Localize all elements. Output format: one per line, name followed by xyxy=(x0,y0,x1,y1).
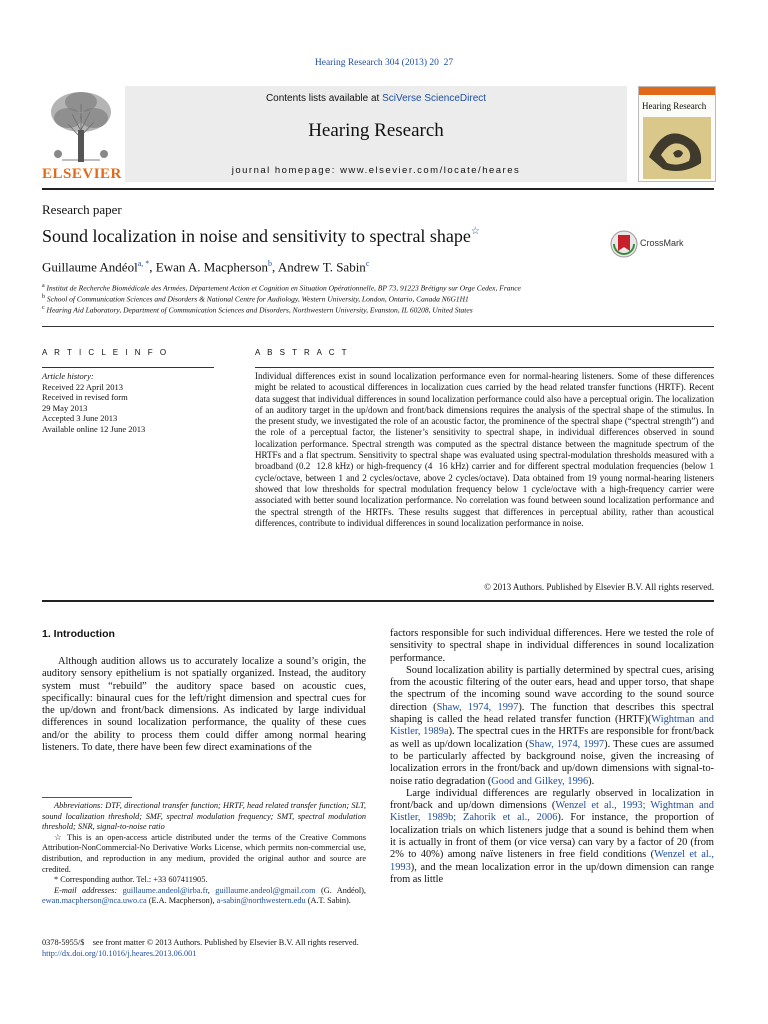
journal-title: Hearing Research xyxy=(308,120,444,141)
footnote-open-access: ☆ This is an open-access article distributed under the terms of the Creative Commons Attribution-NonCommercial-No Derivative Works License, which permits non-commercial use, distribution, and reproduction in any medium, provided the original author and source are credited. xyxy=(42,832,366,874)
intro-left-column xyxy=(42,656,366,754)
affiliation-mark: c xyxy=(42,305,45,311)
crossmark-label: CrossMark xyxy=(640,238,684,248)
email-label: E-mail addresses: xyxy=(54,885,123,895)
reference-link[interactable]: Wenzel et al., 1993; Wightman and Kistler, 1989b; Zahorik et al., 2006 xyxy=(390,800,714,824)
reference-link[interactable]: Good and Gilkey, 1996 xyxy=(491,775,589,787)
reference-link[interactable]: Shaw, 1974, 1997 xyxy=(528,738,605,750)
abstract-bottom-rule xyxy=(42,600,714,602)
email-owner: (G. Andéol), xyxy=(315,885,366,895)
history-heading: Article history: xyxy=(42,371,94,381)
contents-prefix: Contents lists available at xyxy=(265,93,383,104)
email-link[interactable]: guillaume.andeol@irba.fr xyxy=(122,885,208,895)
history-item: Accepted 3 June 2013 xyxy=(42,413,118,424)
text-run: Large individual differences are regularly observed in localization in front/back and up/down dimensions ( xyxy=(390,787,714,812)
article-title xyxy=(42,226,480,247)
publisher-name: ELSEVIER xyxy=(42,166,122,182)
elsevier-tree-icon xyxy=(42,86,120,166)
text-run: ). For instance, the proportion of localization trials on which listeners judge that a sound is behind them when it is actually in front of them (or vice versa) can vary by a factor of 20 (from 2% to 40%) among naïve listeners in free field conditions ( xyxy=(390,812,714,861)
text-run: Sound localization ability is partially determined by spectral cues, arising from the acoustic filtering of the outer ears, head and upper torso, that shape the spectrum of the incoming sound wave according to the sound source direction ( xyxy=(390,664,714,713)
intro-paragraph-3 xyxy=(390,788,714,886)
article-info-rule xyxy=(42,367,214,368)
email-separator: , xyxy=(207,885,216,895)
journal-homepage[interactable]: journal homepage: www.elsevier.com/locate/heares xyxy=(231,165,521,176)
author-name[interactable]: Guillaume Andéol xyxy=(42,259,138,275)
intro-paragraph-continued: factors responsible for such individual differences. Here we tested the role of sensitivity to spectral shape in individual differences in sound localization performance. xyxy=(390,628,714,664)
affiliation-c xyxy=(42,305,473,315)
article-history xyxy=(42,371,214,435)
crossmark-icon xyxy=(610,229,638,259)
text-run: ). The spectral cues in the HRTFs are responsible for front/back as well as up/down localization ( xyxy=(390,726,714,750)
author-affiliation-mark[interactable]: a, * xyxy=(137,259,150,268)
elsevier-logo[interactable] xyxy=(42,86,120,182)
intro-right-column xyxy=(390,628,714,886)
history-item: Received in revised form xyxy=(42,392,128,403)
issn-line: 0378-5955/$ see front matter © 2013 Authors. Published by Elsevier B.V. All rights reserved. xyxy=(42,938,359,947)
affiliation-a xyxy=(42,283,521,293)
article-type: Research paper xyxy=(42,202,122,217)
reference-link[interactable]: Wenzel et al., 1993 xyxy=(390,849,714,873)
intro-paragraph-2 xyxy=(390,665,714,788)
text-run: ). xyxy=(588,775,595,787)
author-affiliation-mark[interactable]: b xyxy=(268,259,273,268)
title-footnote-star[interactable]: ☆ xyxy=(470,226,480,237)
contents-line xyxy=(125,93,627,104)
text-run: ), and the mean localization error in the up/down dimension can range from as little xyxy=(390,861,714,885)
author-separator: , xyxy=(149,259,156,275)
affiliation-mark: b xyxy=(42,294,45,300)
cover-band xyxy=(639,87,715,95)
author-name[interactable]: Ewan A. Macpherson xyxy=(155,259,269,275)
affiliation-mark: a xyxy=(42,283,45,289)
text-run: ). The function that describes this spectral shaping is called the head related transfer function (HRTF)( xyxy=(390,701,714,726)
header-rule xyxy=(42,326,714,327)
history-item: 29 May 2013 xyxy=(42,402,88,413)
author-list xyxy=(42,259,369,275)
abstract-copyright: © 2013 Authors. Published by Elsevier B.V. All rights reserved. xyxy=(484,582,714,592)
text-run: ). These cues are assumed to be particularly affected by background noise, given the increasing of localization errors in the front/back and up/down dimensions with signal-to-noise ratio degradation ( xyxy=(390,738,715,787)
masthead-rule xyxy=(42,188,714,190)
cover-illustration-icon xyxy=(643,117,711,179)
sciencedirect-link[interactable]: SciVerse ScienceDirect xyxy=(382,93,487,104)
footnote-rule xyxy=(42,797,132,798)
reference-link[interactable]: Wightman and Kistler, 1989a xyxy=(390,714,714,738)
email-link[interactable]: guillaume.andeol@gmail.com xyxy=(215,885,316,895)
title-text: Sound localization in noise and sensitivity to spectral shape xyxy=(42,226,471,246)
cover-title: Hearing Research xyxy=(642,101,707,111)
footnote-emails xyxy=(42,886,366,907)
journal-cover[interactable] xyxy=(638,86,716,182)
affiliation-text: Hearing Aid Laboratory, Department of Communication Sciences and Disorders, Northwestern University, Evanston, IL 60208, United States xyxy=(46,305,473,315)
footnote-abbreviations: Abbreviations: DTF, directional transfer function; HRTF, head related transfer function; SLT, sound localization threshold; SMF, spectral modulation frequency; SMT, spectral modulation threshold; SNR, signal-to-noise ratio xyxy=(42,801,366,832)
footnotes xyxy=(42,801,366,907)
abstract-rule xyxy=(255,367,714,368)
doi-link[interactable]: http://dx.doi.org/10.1016/j.heares.2013.06.001 xyxy=(42,949,197,958)
author-separator: , xyxy=(272,259,278,275)
section-heading-introduction: 1. Introduction xyxy=(42,628,115,640)
article-info-label: A R T I C L E I N F O xyxy=(42,348,169,357)
history-item: Available online 12 June 2013 xyxy=(42,423,146,434)
email-link[interactable]: a-sabin@northwestern.edu xyxy=(216,896,306,906)
email-owner: (E.A. Macpherson), xyxy=(146,896,217,906)
author-name[interactable]: Andrew T. Sabin xyxy=(277,259,366,275)
crossmark-badge[interactable] xyxy=(610,229,720,261)
abstract-text: Individual differences exist in sound localization performance even for normal-hearing listeners. Some of these differences might be related to acoustical differences in localization cues carried by the head related transfer functions (HRTF). Recent data suggest that individual differences in sound localization performance could also have a perceptual origin. The localization of an auditory target in the up/down and front/back dimensions requires the analysis of the spectral shape of the stimulus. In the present study, we investigated the role of an acoustic factor, the prominence of the spectral shape (“spectral strength”) and the role of a perceptual factor, the listener’s sensitivity to spectral shape, in individual differences observed in sound localization performance. Spectral strength was computed as the spectral distance between the magnitude spectrum of the HRTFs and a flat spectrum. Sensitivity to spectral shape was evaluated using spectral-modulation thresholds measured with a broadband (0.2 12.8 kHz) or high-frequency (4 16 kHz) carrier and for different spectral modulation frequencies (below 1 cycle/octave, between 1 and 2 cycles/octave, above 2 cycles/octave). Data obtained from 19 young normal-hearing listeners showed that low thresholds for spectral modulation frequency below 1 cycle/octave with a high-frequency carrier were associated with better sound localization performance. No correlation was found between sound localization performance and the spectral strength of the HRTFs. These results suggest that differences in perceptual ability, rather than acoustical differences, contribute to individual differences in sound localization performance in noise. xyxy=(255,371,714,528)
bottom-info xyxy=(42,937,359,959)
journal-citation[interactable]: Hearing Research 304 (2013) 20 27 xyxy=(314,58,454,68)
history-item: Received 22 April 2013 xyxy=(42,381,123,392)
abstract-label: A B S T R A C T xyxy=(255,348,349,357)
author-affiliation-mark[interactable]: c xyxy=(365,259,370,268)
reference-link[interactable]: Shaw, 1974, 1997 xyxy=(436,701,519,713)
email-owner: (A.T. Sabin). xyxy=(305,896,351,906)
affiliation-b xyxy=(42,294,469,304)
journal-masthead xyxy=(42,86,716,182)
affiliation-text: Institut de Recherche Biomédicale des Armées, Département Action et Cognition en Situation Opérationnelle, BP 73, 91223 Brétigny sur Orge Cedex, France xyxy=(46,283,521,293)
journal-band xyxy=(125,86,627,182)
intro-paragraph-1: Although audition allows us to accurately localize a sound’s origin, the auditory sensory epithelium is not spatially organized. Instead, the auditory system must “rebuild” the auditory space based on acoustic cues, specifically: binaural cues for the left/right dimension and spectral cues for the up/down and front/back dimensions. As indicated by large individual differences in sound localization performance, the quality of these cues and/or the ability to process them could differ among normal hearing listeners. To date, there have been few direct examinations of the xyxy=(42,656,366,754)
footnote-corresponding: * Corresponding author. Tel.: +33 607411905. xyxy=(54,875,208,885)
affiliation-text: School of Communication Sciences and Disorders & National Centre for Audiology, Western University, London, Ontario, Canada N6G1H1 xyxy=(46,294,469,304)
email-link[interactable]: ewan.macpherson@nca.uwo.ca xyxy=(42,896,147,906)
